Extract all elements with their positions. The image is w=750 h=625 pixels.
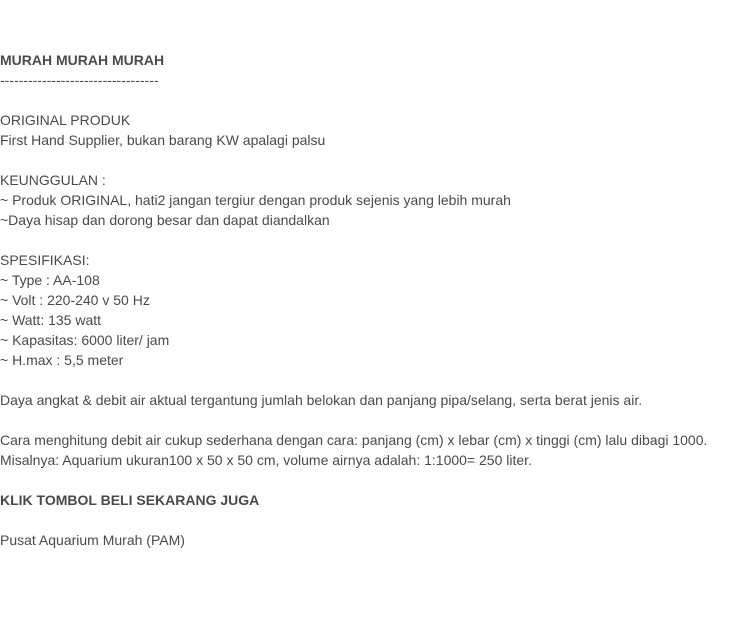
spec-item: ~ H.max : 5,5 meter <box>0 352 124 368</box>
spacer <box>0 90 750 110</box>
spacer <box>0 370 750 390</box>
spec-item: ~ Watt: 135 watt <box>0 312 102 328</box>
spec-item: ~ Kapasitas: 6000 liter/ jam <box>0 332 170 348</box>
spacer <box>0 470 750 490</box>
keunggulan-title: KEUNGGULAN : <box>0 172 106 188</box>
spacer <box>0 510 750 530</box>
cta-text: KLIK TOMBOL BELI SEKARANG JUGA <box>0 492 260 508</box>
keunggulan-item: ~ Produk ORIGINAL, hati2 jangan tergiur dengan produk sejenis yang lebih murah <box>0 192 511 208</box>
headline: MURAH MURAH MURAH <box>0 52 165 68</box>
footer-text: Pusat Aquarium Murah (PAM) <box>0 532 185 548</box>
cara-line-2: Misalnya: Aquarium ukuran100 x 50 x 50 cm, volume airnya adalah: 1:1000= 250 liter. <box>0 452 532 468</box>
original-text: First Hand Supplier, bukan barang KW apalagi palsu <box>0 132 326 148</box>
spec-item: ~ Type : AA-108 <box>0 272 100 288</box>
spacer <box>0 230 750 250</box>
cara-line-1: Cara menghitung debit air cukup sederhana dengan cara: panjang (cm) x lebar (cm) x tinggi (cm) lalu dibagi 1000. <box>0 432 708 448</box>
spacer <box>0 150 750 170</box>
original-title: ORIGINAL PRODUK <box>0 112 131 128</box>
spesifikasi-title: SPESIFIKASI: <box>0 252 90 268</box>
spacer <box>0 410 750 430</box>
divider: ---------------------------------- <box>0 72 159 88</box>
keunggulan-item: ~Daya hisap dan dorong besar dan dapat diandalkan <box>0 212 330 228</box>
spec-item: ~ Volt : 220-240 v 50 Hz <box>0 292 150 308</box>
note-daya: Daya angkat & debit air aktual tergantung jumlah belokan dan panjang pipa/selang, serta berat jenis air. <box>0 392 643 408</box>
